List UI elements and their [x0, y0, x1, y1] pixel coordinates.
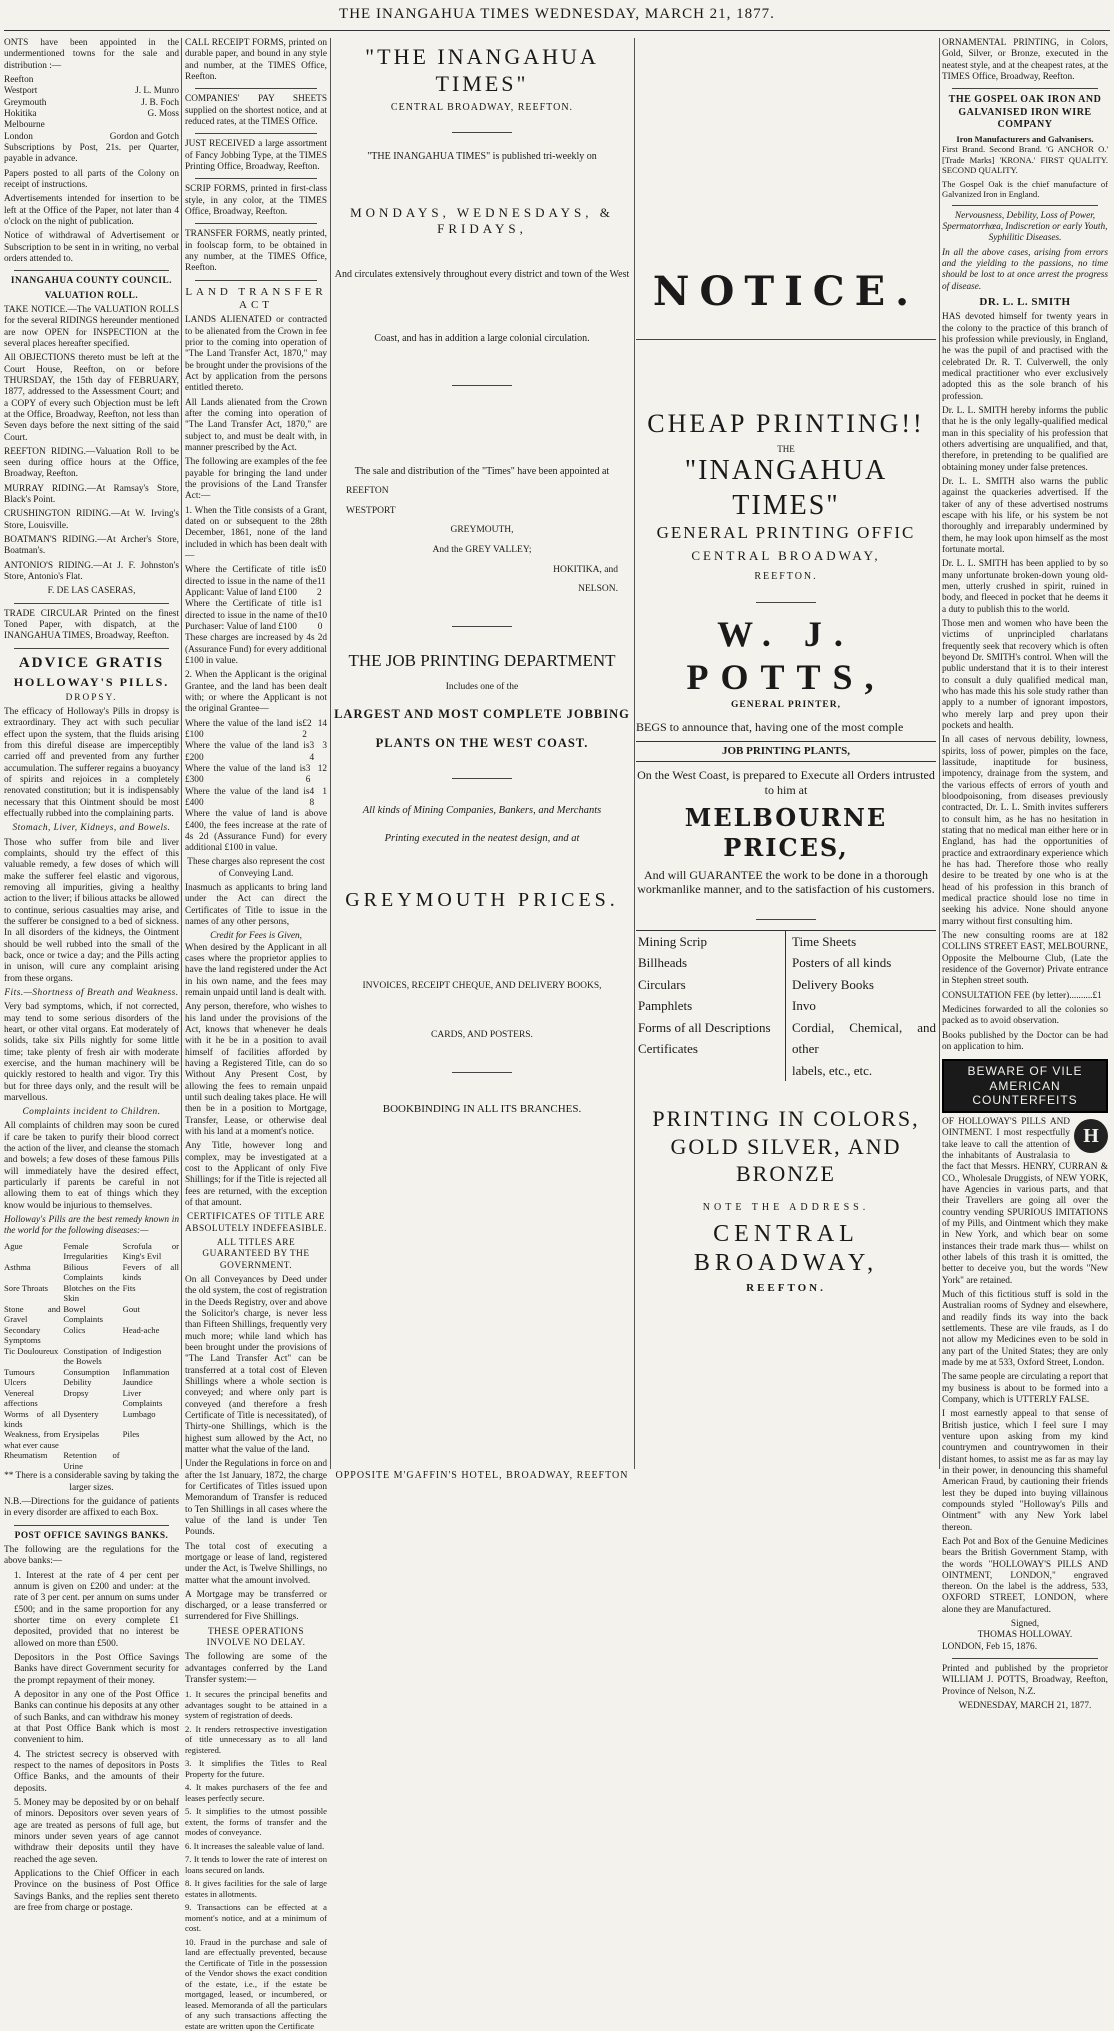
column-5	[942, 38, 1108, 1712]
fees-1-note: These charges are increased by 4s 2d (Assurance Fund) for every additional £100 in value.	[185, 633, 327, 666]
job-item: labels, etc., etc.	[792, 1062, 873, 1078]
savings-intro: The following are the regulations for the above banks:—	[4, 1545, 179, 1567]
circulates-line: And circulates extensively throughout every district and town of the West	[334, 268, 630, 280]
take-notice: TAKE NOTICE.—The VALUATION ROLLS for the several RIDINGS hereunder mentioned are now OPEN for INSPECTION at the several places hereafter specified.	[4, 304, 179, 349]
disease-item: Blotches on the Skin	[63, 1282, 120, 1304]
objections: All OBJECTIONS thereto must be left at the Court House, Reefton, on or before THURSDAY, the 15th day of FEBRUARY, 1877, addressed to the Assessment Court; and a COPY of every such Objection must be left at the Office, Broadway, Reefton, not less than Seven days before the next sitting of the said Court.	[4, 353, 179, 443]
job-item: Billheads	[638, 955, 688, 971]
disease-item: Sore Throats	[4, 1282, 48, 1293]
transfer-forms: TRANSFER FORMS, neatly printed, in foolscap form, to be obtained in any number, at the TIMES Office, Reefton.	[185, 229, 327, 274]
dr-para-1: HAS devoted himself for twenty years in the colony to the practice of this branch of his profession while previously, in England, he was the pupil of and practised with the celebrated Dr. R. T. Culverwell, the only medical practitioner who ever exclusively adopted this as the sole branch of his profession.	[942, 312, 1108, 402]
divider	[952, 1658, 1098, 1659]
footer-address: OPPOSITE M'GAFFIN'S HOTEL, BROADWAY, REEFTON	[335, 1470, 629, 1481]
ridings-list	[4, 447, 179, 584]
advice-heading: ADVICE GRATIS	[18, 654, 165, 671]
potts-heading: W. J. POTTS,	[686, 613, 886, 698]
just-received: JUST RECEIVED a large assortment of Fancy Jobbing Type, at the TIMES Printing Office, Broadway, Reefton.	[185, 139, 327, 172]
divider	[452, 132, 512, 133]
place-item: And the GREY VALLEY;	[432, 545, 532, 556]
on-west-coast: On the West Coast, is prepared to Execute all Orders intrusted to him at	[637, 768, 935, 797]
riding-item: CRUSHINGTON RIDING.—At W. Irving's Store, Louisville.	[4, 509, 179, 531]
advantage-item: 8. It gives facilities for the sale of large estates in allotments.	[185, 1878, 327, 1899]
gospel-chief: The Gospel Oak is the chief manufacture of Galvanized Iron in England.	[942, 178, 1108, 200]
the-line: THE	[777, 443, 795, 454]
receipt-forms: CALL RECEIPT FORMS, printed on durable paper, and bound in any style and number, at the TIMES Office, Reefton.	[185, 38, 327, 82]
place-item: HOKITIKA, and	[553, 564, 618, 575]
valuation-heading: VALUATION ROLL.	[44, 290, 139, 301]
dr-para-4: Dr. L. L. SMITH has been applied to by so many unfortunate broken-down young old-men, utterly crushed in spirit, ruined in body, and fleeced in pocket that he deems it a duty to publish this to the world.	[942, 559, 1108, 615]
dropsy-text: The efficacy of Holloway's Pills in dropsy is extraordinary. They act with such peculiar effect upon the system, that the fluids arising from this direful disease are imperceptibly carried off and prevented from any further accumulation. The sufferer regains a buoyancy of spirits and rejoices in a completely renovated constitution; but it is indispensably necessary that this Ointment should be most effectually rubbed into the complaining parts.	[4, 707, 179, 819]
credit-text: When desired by the Applicant in all cases where the proprietor applies to have the land registered under the Act in his own name, and the fees may remain unpaid until land is dealt with.	[185, 942, 327, 999]
published-line: "THE INANGAHUA TIMES" is published tri-weekly on	[367, 150, 597, 162]
divider	[952, 88, 1098, 89]
invoices-line: INVOICES, RECEIPT CHEQUE, AND DELIVERY BOOKS,	[362, 980, 602, 991]
notice-heading: NOTICE.	[652, 268, 920, 315]
disease-item: Ague	[4, 1240, 23, 1251]
advantage-item: 7. It tends to lower the rate of interest on loans secured on lands.	[185, 1854, 327, 1875]
savings-rule: 4. The strictest secrecy is observed with respect to the names of depositors in Posts Office Banks, and the amounts of their deposits.	[14, 1749, 179, 1794]
disease-item: Dysentery	[63, 1408, 99, 1419]
children-heading: Complaints incident to Children.	[22, 1107, 161, 1118]
agent-town: Westport	[4, 86, 38, 97]
savings-rule: A depositor in any one of the Post Office Banks can continue his deposits at any other of such Banks, and can withdraw his money at that Post Office Bank which is most convenient to him.	[14, 1690, 179, 1746]
largest-line: LARGEST AND MOST COMPLETE JOBBING	[334, 707, 630, 722]
general-printing-office: GENERAL PRINTING OFFIC	[656, 522, 916, 542]
papers-note: Papers posted to all parts of the Colony on receipt of instructions.	[4, 168, 179, 190]
fee-row	[185, 787, 327, 810]
advantage-item: 10. Fraud in the purchase and sale of land are effectually prevented, because the Certificate of Title in the possession of the Vendor shows the exact condition of the estate, i.e., if the estate be mortgaged, leased, or incumbered, or leased. Memoranda of all the particulars of any such transactions affecting the estate are written upon the Certificate	[185, 1936, 327, 2031]
fee-label: Where the value of the land is £100	[185, 718, 303, 740]
greymouth-prices: GREYMOUTH PRICES.	[345, 889, 619, 912]
divider	[452, 1072, 512, 1073]
savings-heading: POST OFFICE SAVINGS BANKS.	[14, 1530, 169, 1541]
agent-row	[4, 109, 179, 120]
scrip-forms: SCRIP FORMS, printed in first-class style, in any color, at the TIMES Office, Broadway, Reefton.	[185, 184, 327, 217]
savings-rule: 5. Money may be deposited by or on behalf of minors. Depositors over seven years of age are treated as persons of full age, but minors under seven years of age cannot withdraw their deposits until they have reached the age seven.	[14, 1797, 179, 1865]
holloway-para-5: Each Pot and Box of the Genuine Medicines bears the British Government Stamp, with the words "HOLLOWAY'S PILLS AND OINTMENT, LONDON," engraved thereon. On the label is the address, 533, OXFORD STREET, LONDON, where alone they are Manufactured.	[942, 1536, 1108, 1615]
subscriptions: Subscriptions by Post, 21s. per Quarter, payable in advance.	[4, 142, 179, 165]
divider	[452, 626, 512, 627]
fee-row	[185, 764, 327, 787]
diseases-list	[4, 1241, 179, 1472]
fits-text: Very bad symptoms, which, if not corrected, may tend to some serious disorders of the heart, or other vital organs. Eat moderately of solids, take six Pills nightly for some little time; take plenty of fresh air with moderate exercise, and the human machinery will be quickly restored to health and vigor. Try this but for three days only, and the result will be marvellous.	[4, 1002, 179, 1103]
example-2: 2. When the Applicant is the original Grantee, and the land has been dealt with; or where the Applicant is not the original Grantee—	[185, 670, 327, 715]
masthead-rule	[4, 30, 1110, 31]
london-date: LONDON, Feb 15, 1876.	[942, 1641, 1038, 1652]
dr-para-6: In all cases of nervous debility, lowness, spirits, loss of power, pimples on the face, lassitude, inaptitude for business, impotency, drainage from the system, and the various effects of errors of youth and bloodpoisoning, from diseases previously contracted, Dr. L. L. Smith invites sufferers to consult him, as he has no hesitation in stating that no medical man either here or in England, has had the opportunities of practice and extraordinary experience which he has had. Therefore those who really desire to be treated by one who is at the head of his profession in this branch of medical practice should lose no time in seeking his advice. None should anyone marry without first consulting him.	[942, 735, 1108, 927]
colors-heading: PRINTING IN COLORS, GOLD SILVER, AND BRONZE	[652, 1106, 920, 1187]
dr-para-3: Dr. L. L. SMITH also warns the public against the quackeries advertised. If the taker of any of these advertised nostrums escape with his life, or his system be not thoroughly and irreparably undermined by them, he may look upon himself as the most fortunate mortal.	[942, 477, 1108, 556]
divider	[452, 385, 512, 386]
beware-line-1: BEWARE OF VILE	[967, 1064, 1083, 1079]
agent-row	[4, 132, 179, 143]
pills-heading: HOLLOWAY'S PILLS.	[13, 675, 170, 690]
savings-rule: Applications to the Chief Officer in each Province on the business of Post Office Savings Banks, and the replies sent thereto are free from charge or postage.	[14, 1868, 179, 1913]
disease-item: Jaundice	[122, 1377, 153, 1388]
job-plants: JOB PRINTING PLANTS,	[636, 741, 936, 762]
disease-item: Ulcers	[4, 1377, 27, 1388]
books-note: Books published by the Doctor can be had on application to him.	[942, 1030, 1108, 1052]
advantage-item: 1. It secures the principal benefits and advantages sought to be attained in a system of registration of deeds.	[185, 1689, 327, 1721]
advantage-item: 4. It makes purchasers of the fee and leases perfectly secure.	[185, 1782, 327, 1803]
agent-name: Gordon and Gotch	[109, 131, 179, 142]
job-item: Delivery Books	[792, 976, 874, 992]
agent-row	[4, 98, 179, 109]
consultation-fee: CONSULTATION FEE (by letter)..........£1	[942, 990, 1102, 1001]
disease-item: Indigestion	[122, 1345, 162, 1356]
job-item: Time Sheets	[792, 934, 857, 950]
advantage-item: 3. It simplifies the Titles to Real Property for the future.	[185, 1758, 327, 1779]
disease-item: Fevers of all kinds	[122, 1261, 179, 1283]
advantages-intro: The following are some of the advantages conferred by the Land Transfer system:—	[185, 1652, 327, 1686]
place-item: REEFTON	[346, 486, 389, 497]
issue-date: WEDNESDAY, MARCH 21, 1877.	[958, 1701, 1092, 1712]
advantage-item: 6. It increases the saleable value of land.	[185, 1840, 325, 1851]
note-address: NOTE THE ADDRESS.	[702, 1201, 870, 1213]
brands-line: First Brand. Second Brand. 'G ANCHOR O.' [Trade Marks] 'KRONA.' FIRST QUALITY. SECOND QUALITY.	[942, 144, 1108, 176]
holloway-para-4: I most earnestly appeal to that sense of British justice, which I feel sure I may venture upon asking from my kind countrymen and countrywomen in their distant homes, to assist me as far as may lay in their power, in denouncing this shameful American Fraud, by cautioning their friends lest they be duped into buying villainous compounds styled "Holloway's Pills and Ointment" with any New York label thereon.	[942, 1409, 1108, 1533]
fees-table-2	[185, 719, 327, 810]
fee-row	[185, 741, 327, 764]
disease-item: Retention of Urine	[63, 1450, 120, 1471]
disease-item: Erysipelas	[63, 1429, 100, 1440]
trade-circular: TRADE CIRCULAR Printed on the finest Toned Paper, with dispatch, at the INANGAHUA TIMES, Broadway, Reefton.	[4, 608, 179, 642]
place-item: GREYMOUTH,	[450, 525, 514, 536]
any-person: Any person, therefore, who wishes to his land under the provisions of the Act, knows that whenever he deals with it he be in a position to avail himself of facilities afforded by having a Registered Title, can do so Without Any Present Cost, by allowing the fees to remain unpaid until such dealing takes place. He will then be in a position to Mortgage, Transfer, Lease, or otherwise deal with his land at a moment's notice.	[185, 1002, 327, 1138]
disease-item: Venereal affections	[4, 1387, 38, 1409]
fee-label: Where the value of the land is £200	[185, 741, 310, 763]
any-title: Any Title, however long and complex, may be investigated at a cost to the Applicant of only Five Shillings; for if the Title is rejected all fees are returned, with the exception of that amount.	[185, 1141, 327, 1208]
holloway-seal-icon: H	[1074, 1119, 1108, 1153]
fee-amount: 1 10 0	[317, 599, 327, 632]
divider	[952, 205, 1098, 206]
under-regulations: Under the Regulations in force on and after the 1st January, 1872, the charge for Certificates of Titles issued upon Memorandum of Transfer is reduced to Ten Shillings in all cases where the value of the land is under Ten Pounds.	[185, 1459, 327, 1538]
agent-row	[4, 86, 179, 97]
column-3	[332, 38, 632, 1469]
fee-amount: 3 12 6	[305, 763, 327, 786]
job-dept-heading: THE JOB PRINTING DEPARTMENT	[348, 650, 616, 670]
disease-item: Piles	[122, 1429, 140, 1440]
disease-item: Stone and Gravel	[4, 1303, 61, 1325]
bookbinding-line: BOOKBINDING IN ALL ITS BRANCHES.	[382, 1102, 582, 1115]
land-para-1: LANDS ALIENATED or contracted to be alienated from the Crown in fee prior to the coming into operation of "The Land Transfer Act, 1870," may be brought under the provisions of the Act by application from the persons entitled thereto.	[185, 315, 328, 394]
all-kinds-line: All kinds of Mining Companies, Bankers, and Merchants	[362, 804, 602, 816]
certificates-heading: CERTIFICATES OF TITLE ARE ABSOLUTELY INDEFEASIBLE.	[185, 1212, 327, 1234]
examples-intro: The following are examples of the fee payable for bringing the land under the provisions of the Land Transfer Act:—	[185, 457, 327, 502]
disease-item: Bowel Complaints	[63, 1303, 103, 1325]
riding-item: ANTONIO'S RIDING.—At J. F. Johnston's Store, Antonio's Flat.	[4, 560, 179, 583]
melbourne-prices: MELBOURNE PRICES,	[684, 803, 888, 862]
column-rule	[939, 38, 940, 1469]
holloway-para-3: The same people are circulating a report that my business is about to be formed into a Company, which is UTTERLY FALSE.	[942, 1372, 1108, 1405]
job-item: Forms of all Descriptions	[638, 1019, 771, 1035]
fee-label: Where the value of the land is £300	[185, 763, 306, 786]
fee-row	[185, 599, 327, 633]
land-para-2: All Lands alienated from the Crown after the coming into operation of "The Land Transfer Act, 1870," are subject to, and must be dealt with, in manner prescribed by the Act.	[185, 397, 327, 453]
job-item: Mining Scrip	[638, 934, 707, 950]
begs-line: BEGS to announce that, having one of the most comple	[636, 719, 904, 734]
disease-item: Consumption	[63, 1366, 110, 1377]
guarantee-line: And will GUARANTEE the work to be done in a thorough workmanlike manner, and to the satisfaction of his customers.	[637, 867, 935, 897]
cheap-printing: CHEAP PRINTING!!	[647, 408, 925, 438]
fee-amount: £0 11 2	[316, 565, 327, 598]
job-item: Cordial, Chemical, and other	[792, 1019, 936, 1057]
general-printer: GENERAL PRINTER,	[731, 700, 841, 711]
disease-item: Lumbago	[122, 1408, 156, 1419]
disease-item: Constipation of the Bowels	[63, 1345, 120, 1367]
publication-days: MONDAYS, WEDNESDAYS, & FRIDAYS,	[350, 205, 614, 236]
agents-intro: ONTS have been appointed in the undermentioned towns for the sale and distribution :—	[4, 38, 179, 71]
agent-name: G. Moss	[147, 108, 179, 119]
column-rule	[330, 38, 331, 1469]
fees-table-1	[185, 565, 327, 633]
divider	[195, 133, 317, 134]
signatory: F. DE LAS CASERAS,	[47, 586, 136, 597]
council-heading: INANGAHUA COUNTY COUNCIL.	[10, 276, 173, 287]
reefton-bottom: REEFTON.	[746, 1282, 826, 1295]
jobs-grid	[636, 930, 936, 1081]
divider	[14, 1525, 169, 1526]
divider	[14, 270, 169, 271]
agent-name: J. B. Foch	[141, 97, 179, 108]
printing-line: Printing executed in the neatest design, and at	[384, 833, 580, 845]
agent-town: Greymouth	[4, 97, 47, 108]
iron-manufacturers: Iron Manufacturers and Galvanisers.	[956, 133, 1094, 144]
medicines-note: Medicines forwarded to all the colonies so packed as to avoid observation.	[942, 1004, 1108, 1027]
place-item: NELSON.	[578, 584, 618, 595]
disease-item: Tumours	[4, 1366, 35, 1377]
disease-item: Fits	[122, 1282, 136, 1293]
disease-item: Rheumatism	[4, 1450, 48, 1461]
fee-row	[185, 565, 327, 599]
reefton-line: REEFTON.	[754, 571, 818, 583]
agent-town: Reefton	[4, 74, 34, 85]
disease-item: Tic Douloureux	[4, 1345, 59, 1356]
dr-para-2: Dr. L. L. SMITH hereby informs the public that he is the only legally-qualified medical man in this speciality of his profession that others advertising are unqualified, and that, therefore, in pretending to be qualified are obtaining money under false pretences.	[942, 406, 1108, 473]
disease-item: Debility	[63, 1377, 92, 1388]
cards-line: CARDS, AND POSTERS.	[431, 1030, 533, 1041]
advantages-list	[185, 1689, 327, 2031]
coast-line: Coast, and has in addition a large colonial circulation.	[374, 332, 590, 344]
masthead-text: THE INANGAHUA TIMES WEDNESDAY, MARCH 21, 1877.	[339, 6, 775, 22]
pay-sheets: COMPANIES' PAY SHEETS supplied on the shortest notice, and at reduced rates, at the TIMES Office.	[185, 94, 327, 127]
times-office-title: "INANGAHUA TIMES"	[684, 455, 888, 521]
riding-item: BOATMAN'S RIDING.—At Archer's Store, Boatman's.	[4, 535, 179, 557]
disease-item: Weakness, from what ever cause	[4, 1429, 61, 1450]
guaranteed-heading: ALL TITLES ARE GUARANTEED BY THE GOVERNMENT.	[202, 1237, 310, 1271]
fee-amount: 4 1 8	[309, 786, 327, 808]
disease-item: Female Irregularities	[63, 1240, 108, 1262]
fee-amount: £2 14 2	[302, 718, 327, 740]
disease-item: Liver Complaints	[122, 1387, 163, 1409]
beware-line-2: AMERICAN COUNTERFEITS	[972, 1078, 1078, 1108]
dr-para-7: The new consulting rooms are at 182 COLLINS STREET EAST, MELBOURNE, Opposite the Melbourne Club, (Late the residence of the Governor) Private entrance in Stephen street south.	[942, 930, 1108, 987]
printed-by: Printed and published by the proprietor WILLIAM J. POTTS, Broadway, Reefton, Province of Nelson, N.Z.	[942, 1664, 1108, 1697]
jobs-left	[636, 931, 786, 1081]
total-cost: The total cost of executing a mortgage or lease of land, registered under the Act, is Twelve Shillings, no matter what the amount involved.	[185, 1541, 327, 1586]
agent-row	[4, 75, 179, 86]
advantage-item: 9. Transactions can be effected at a moment's notice, and at a minimum of cost.	[185, 1902, 327, 1934]
in-all-cases: In all the above cases, arising from errors and the yielding to the passions, no time should be lost to at once arrest the progress of disease.	[942, 247, 1108, 292]
place-item: WESTPORT	[346, 505, 396, 516]
holloway-para-1: OF HOLLOWAY'S PILLS AND OINTMENT. I most respectfully take leave to call the attention of the inhabitants of Australasia to the fact that Messrs. HENRY, CURRAN & CO., Wholesale Druggists, of NEW YORK, have Agencies in various parts, and that their Travellers are going all over the country vending SPURIOUS IMITATIONS of my Pills, and Ointment which they make in New York, and which bear on some instances their trade mark thus— whilst on other labels of this trash it is omitted, the better to deceive you, but the words "New York" are retained.	[942, 1117, 1108, 1286]
job-item: Invo	[792, 998, 816, 1014]
nb-note: N.B.—Directions for the guidance of patients in every disorder are affixed to each Box.	[4, 1497, 179, 1519]
riding-item: REEFTON RIDING.—Valuation Roll to be seen during office hours at the Office, Broadway, Reefton.	[4, 446, 179, 480]
job-item: Circulars	[638, 976, 686, 992]
example-1: 1. When the Title consists of a Grant, dated on or subsequent to the 28th December, 1861, none of the land included in which has been dealt with—	[185, 505, 327, 561]
disease-item: Gout	[122, 1303, 140, 1314]
fits-heading: Fits.—Shortness of Breath and Weakness.	[4, 987, 179, 998]
divider	[195, 223, 317, 224]
dr-para-5: Those men and women who have been the victims of unprincipled charlatans frequently seek that recovery which is often beyond Dr. SMITH's control. When will the public understand that it is to their interest to consult a duly qualified medical man, who has made this his sole study rather than apply to a number of ignorant impostors, who merely larp and prey upon their pockets and health.	[942, 619, 1108, 731]
places-list	[332, 486, 632, 595]
on-all-conveyances: On all Conveyances by Deed under the old system, the cost of registration in the Deeds Registry, over and above the Solicitor's charge, is never less than Fifteen Shillings, frequently very much more; while land which has been brought under the provisions of "The Land Transfer Act" can be transferred at a total cost of Eleven Shillings where a whole section is conveyed; and where only part is conveyed (and therefore a fresh Certificate of Title is necessitated), of Thirty-one Shillings, which is the highest sum allowed by the Act, no matter what the value of the land.	[185, 1274, 327, 1455]
savings-rules	[4, 1571, 179, 1915]
disease-item: Worms of all kinds	[4, 1408, 61, 1429]
divider	[14, 648, 169, 649]
land-transfer-heading: LAND TRANSFER ACT	[185, 285, 327, 311]
fee-label: Where the value of the land is £400	[185, 786, 310, 808]
conveying-note: These charges also represent the cost of Conveying Land.	[187, 857, 325, 879]
advantage-item: 2. It renders retrospective investigation of title unnecessary as to all land registered.	[185, 1723, 327, 1755]
stomach-text: Those who suffer from bile and liver complaints, should try the effect of this valuable remedy, a few doses of which will make the sufferer feel elastic and vigorous, removing all impurities, giving a healthy action to the liver; if bilious attacks be allowed to continue, serious casualties may arise, and the sufferer be consigned to a bed of sickness. In all disorders of the kidneys, the Ointment should be well rubbed into the small of the back, once or twice a day; and the Pills acting in unison, will cure any complaint arising from these organs.	[4, 837, 179, 984]
best-known: Holloway's Pills are the best remedy known in the world for the following diseases:—	[4, 1215, 179, 1237]
savings-rule: Depositors in the Post Office Savings Banks have direct Government security for the prompt repayment of their money.	[14, 1653, 179, 1686]
agent-row	[4, 120, 179, 131]
fee-amount: 3 3 4	[309, 741, 327, 763]
nervous-heading: Nervousness, Debility, Loss of Power, Spermatorrhœa, Indiscretion or early Youth, Syphilitic Diseases.	[942, 210, 1108, 244]
stomach-heading: Stomach, Liver, Kidneys, and Bowels.	[12, 823, 171, 834]
job-item: Pamphlets	[638, 998, 693, 1014]
divider	[195, 178, 317, 179]
divider	[452, 778, 512, 779]
jobs-right	[786, 931, 936, 1081]
central-broadway-large: CENTRAL BROADWAY,	[693, 1220, 879, 1277]
times-address: CENTRAL BROADWAY, REEFTON.	[390, 101, 574, 113]
riding-item: MURRAY RIDING.—At Ramsay's Store, Black's Point.	[4, 483, 179, 506]
agents-list	[4, 75, 179, 143]
inasmuch: Inasmuch as applicants to bring land under the Act can direct the Certificates of Title to issue in the names of any other persons,	[185, 883, 327, 928]
includes-line: Includes one of the	[445, 681, 519, 692]
fee-label: Where the Certificate of title is directed to issue in the name of the Applicant: Value of land £100	[185, 565, 317, 598]
dropsy-heading: DROPSY.	[65, 692, 118, 703]
credit-heading: Credit for Fees is Given,	[210, 931, 302, 942]
column-rule	[634, 38, 635, 1469]
plants-line: PLANTS ON THE WEST COAST.	[375, 736, 589, 751]
divider	[195, 280, 317, 281]
withdrawal-note: Notice of withdrawal of Advertisement or Subscription to be sent in in writing, no verbal orders attended to.	[4, 231, 179, 264]
beware-banner	[942, 1059, 1108, 1113]
column-1	[4, 38, 179, 1913]
gospel-oak-heading: THE GOSPEL OAK IRON AND GALVANISED IRON WIRE COMPANY	[948, 94, 1102, 130]
column-4	[636, 38, 936, 1469]
disease-item: Head-ache	[122, 1324, 160, 1335]
times-title: "THE INANGAHUA TIMES"	[365, 44, 599, 96]
central-broadway: CENTRAL BROADWAY,	[691, 547, 881, 563]
fee-label: Where the Certificate of title is directed to issue in the name of the Purchaser: Value of land £100	[185, 599, 318, 632]
agent-town: Melbourne	[4, 120, 45, 131]
sale-line: The sale and distribution of the "Times" have been appointed at	[354, 466, 610, 478]
disease-item: Inflammation	[122, 1366, 170, 1377]
advertisements-note: Advertisements intended for insertion to be left at the Office of the Paper, not later than 4 o'clock on the night of publication.	[4, 194, 179, 227]
disease-item: Asthma	[4, 1261, 31, 1272]
thomas-holloway: THOMAS HOLLOWAY.	[977, 1630, 1073, 1641]
advantage-item: 5. It simplifies to the utmost possible extent, the forms of transfer and the modes of conveyance.	[185, 1806, 327, 1838]
divider	[756, 602, 816, 603]
disease-item: Colics	[63, 1324, 86, 1335]
fees-2-note: Where the value of land is above £400, the fees increase at the rate of 4s 2d (Assurance Fund) for every additional £100 in value.	[185, 809, 327, 854]
disease-item: Bilious Complaints	[63, 1261, 103, 1283]
divider	[756, 919, 816, 920]
masthead	[0, 6, 1114, 32]
signed: Signed,	[1010, 1619, 1040, 1630]
holloway-para-2: Much of this fictitious stuff is sold in the Australian rooms of Sydney and elsewhere, and readily finds its way into the back settlements. These are vile frauds, as I do not allow my Medicines even to be sold in any part of the United States; they are only made by me at 533, Oxford Street, London.	[942, 1289, 1108, 1368]
agent-town: Hokitika	[4, 108, 37, 119]
job-item: Posters of all kinds	[792, 955, 892, 971]
agent-town: London	[4, 131, 33, 142]
dr-smith-heading: DR. L. L. SMITH	[979, 296, 1071, 309]
ornamental-printing: ORNAMENTAL PRINTING, in Colors, Gold, Silver, or Bronze, executed in the neatest style, and at the cheapest rates, at the TIMES Office, Broadway, Reefton.	[942, 38, 1108, 82]
children-text: All complaints of children may soon be cured if care be taken to purify their blood correct the action of the liver, and cleanse the stomach and bowels; a few doses of these famous Pills will immediately have the desired effect, particularly if parents be careful in not allowing them to eat of things which they know would be injurious to themselves.	[4, 1121, 179, 1211]
divider	[14, 603, 169, 604]
disease-item: Dropsy	[63, 1387, 89, 1398]
fee-row	[185, 719, 327, 742]
disease-item: Scrofula or King's Evil	[122, 1240, 179, 1262]
saving-note: ** There is a considerable saving by taking the larger sizes.	[4, 1471, 179, 1493]
job-item: Certificates	[638, 1041, 698, 1057]
column-2	[185, 38, 328, 2031]
mortgage-note: A Mortgage may be transferred or discharged, or a lease transferred or surrendered for Five Shillings.	[185, 1589, 327, 1623]
agent-name: J. L. Munro	[135, 86, 179, 97]
disease-item: Secondary Symptoms	[4, 1324, 41, 1346]
savings-rule: 1. Interest at the rate of 4 per cent per annum is given on £200 and under: at the rate of 3 per cent. per annum on sums under £500; and in the same proportion for any shorter time on every complete £1 deposited, provided that no interest be allowed on more than £500.	[14, 1570, 179, 1649]
divider	[195, 88, 317, 89]
column-rule	[181, 38, 182, 1469]
no-delay-heading: THESE OPERATIONS INVOLVE NO DELAY.	[206, 1626, 306, 1649]
